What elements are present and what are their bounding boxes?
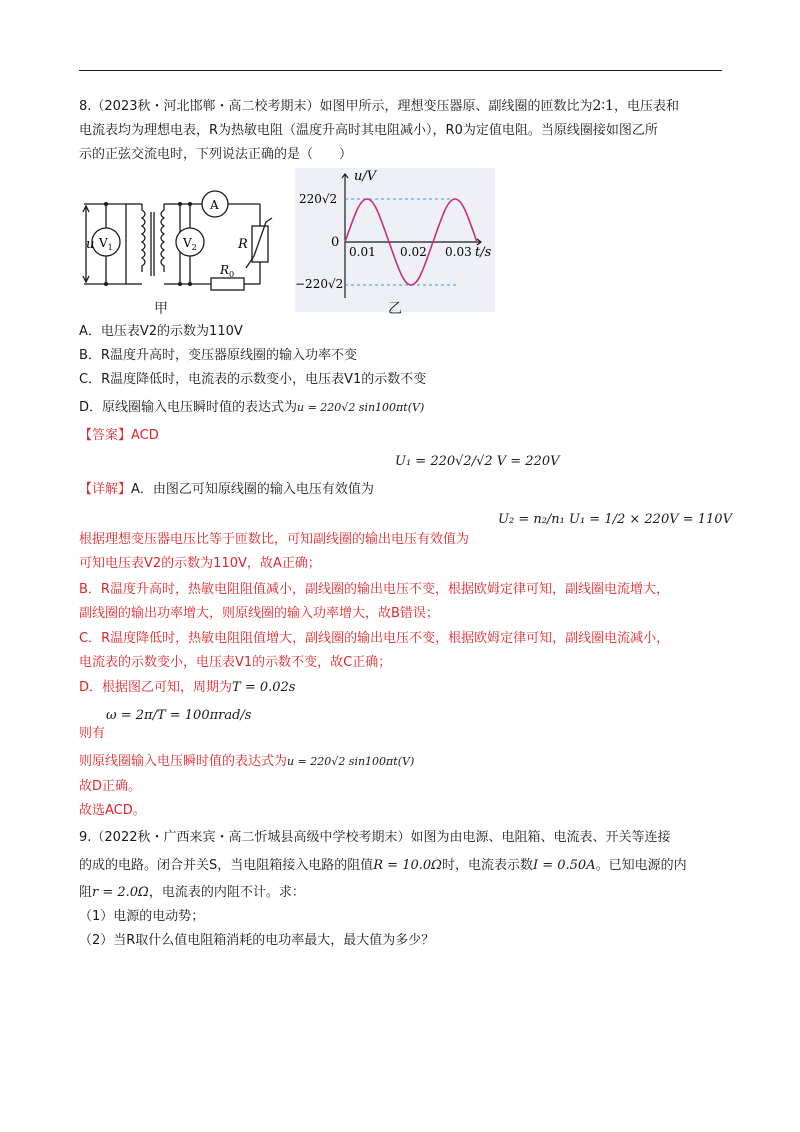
header-rule <box>79 70 722 71</box>
detail-a-formula: U₁ = 220√2/√2 V = 220V <box>395 454 560 469</box>
q9-line1: 9.（2022秋・广西来宾・高二忻城县高级中学校考期末）如图为由电源、电阻箱、电流表、开关等连接 <box>79 830 671 845</box>
detail-d-line1: D．根据图乙可知，周期为T = 0.02s <box>79 680 296 695</box>
y-max-label: 220√2 <box>299 192 338 206</box>
x-tick-0.01: 0.01 <box>349 245 376 259</box>
option-d: D．原线圈输入电压瞬时值的表达式为u = 220√2 sin100πt(V) <box>79 400 425 415</box>
x-axis-label: t/s <box>475 245 492 260</box>
sine-graph-yi <box>295 168 495 312</box>
detail-a-line2: 根据理想变压器电压比等于匝数比，可知副线圈的输出电压有效值为 <box>79 532 470 547</box>
omega-formula: ω = 2π/T = 100πrad/s <box>106 708 252 723</box>
q9-sub2: （2）当R取什么值电阻箱消耗的电功率最大，最大值为多少？ <box>79 933 435 948</box>
period-formula: T = 0.02s <box>232 680 296 695</box>
label-v1: $V_1$ <box>99 236 113 252</box>
x-tick-0.03: 0.03 <box>445 245 472 259</box>
detail-d-line4: 故D正确。 <box>79 779 142 794</box>
x-tick-0.02: 0.02 <box>400 245 427 259</box>
option-d-formula: u = 220√2 sin100πt(V) <box>297 401 425 414</box>
detail-a2-formula: U₂ = n₂/n₁ U₁ = 1/2 × 220V = 110V <box>498 512 732 527</box>
detail-c-line2: 电流表的示数变小，电压表V1的示数不变，故C正确； <box>79 655 392 670</box>
detail-b-line2: 副线圈的输出功率增大，则原线圈的输入功率增大，故B错误； <box>79 606 439 621</box>
q9-sub1: （1）电源的电动势； <box>79 909 205 924</box>
detail-a-line1: 【详解】A．由图乙可知原线圈的输入电压有效值为 <box>79 482 374 497</box>
detail-d-line3: 则原线圈输入电压瞬时值的表达式为u = 220√2 sin100πt(V) <box>79 754 415 769</box>
q9-line2: 的成的电路。闭合并关S，当电阻箱接入电路的阻值R = 10.0Ω时，电流表示数I = 0.50A。已知电源的内 <box>79 858 687 873</box>
detail-a-line3: 可知电压表V2的示数为110V，故A正确； <box>79 556 321 571</box>
label-v2: $V_2$ <box>183 236 197 252</box>
circuit-diagram-jia <box>76 182 276 314</box>
q8-stem-line1: 8.（2023秋・河北邯郸・高二校考期末）如图甲所示，理想变压器原、副线圈的匝数比为2∶1，电压表和 <box>79 98 679 114</box>
q9-line3: 阻r = 2.0Ω，电流表的内阻不计。求： <box>79 885 305 900</box>
label-r: R <box>238 237 248 252</box>
y-axis-label: u/V <box>354 169 377 184</box>
figure-label-jia: 甲 <box>154 301 168 317</box>
option-b: B．R温度升高时，变压器原线圈的输入功率不变 <box>79 348 357 363</box>
label-u: u <box>86 237 95 252</box>
y-min-label: −220√2 <box>295 277 344 291</box>
q8-stem-line3: 示的正弦交流电时，下列说法正确的是（ ） <box>79 147 353 162</box>
label-r0: $R_0$ <box>220 263 235 279</box>
q8-stem-line2: 电流表均为理想电表，R为热敏电阻（温度升高时其电阻减小），R0为定值电阻。当原线圈接如图乙所 <box>79 123 658 138</box>
detail-final: 故选ACD。 <box>79 803 146 818</box>
detail-c-line1: C．R温度降低时，热敏电阻阻值增大，副线圈的输出电压不变，根据欧姆定律可知，副线圈电流减小， <box>79 631 670 646</box>
q8-ratio: 2∶1 <box>592 98 614 114</box>
figure-label-yi: 乙 <box>388 301 402 317</box>
option-c: C．R温度降低时，电流表的示数变小，电压表V1的示数不变 <box>79 372 427 387</box>
answer: 【答案】ACD <box>79 428 159 443</box>
detail-b-line1: B．R温度升高时，热敏电阻阻值减小，副线圈的输出电压不变，根据欧姆定律可知，副线圈电流增大， <box>79 582 669 597</box>
option-a: A．电压表V2的示数为110V <box>79 324 243 339</box>
detail-d-line2: 则有 <box>79 726 106 741</box>
origin-label: 0 <box>331 235 340 250</box>
label-ammeter: A <box>210 198 219 212</box>
